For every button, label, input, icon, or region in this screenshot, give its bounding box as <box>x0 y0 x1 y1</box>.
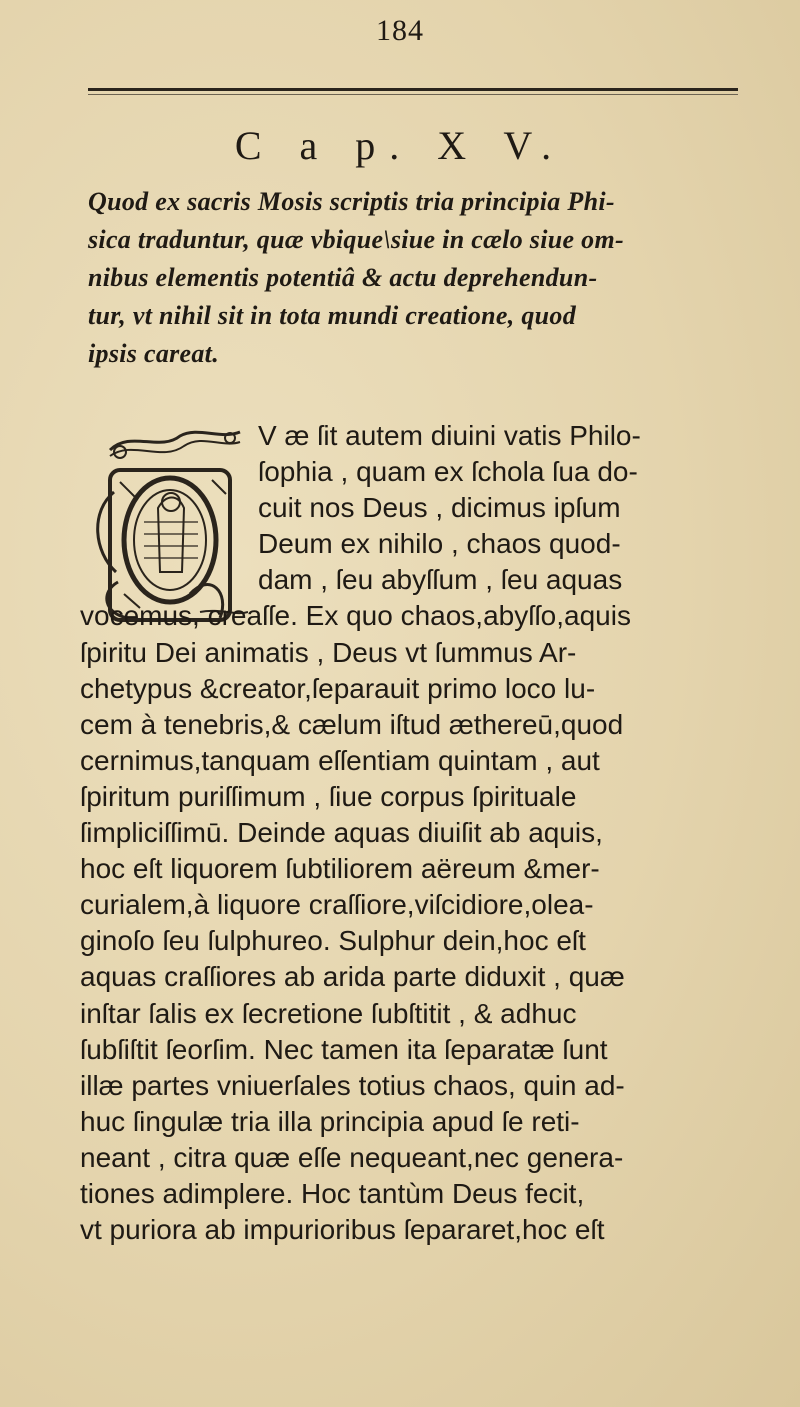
text-line: ſpiritu Dei animatis , Deus vt ſummus Ar- <box>80 636 577 668</box>
text-line: cernimus,tanquam eſſentiam quintam , aut <box>80 744 600 776</box>
text-line: ſubſiſtit ſeorſim. Nec tamen ita ſeparatæ ſunt <box>80 1033 608 1065</box>
text-line: cuit nos Deus , dicimus ipſum <box>258 492 621 524</box>
text-line: ſophia , quam ex ſchola ſua do- <box>258 456 638 488</box>
page-number: 184 <box>376 14 424 47</box>
text-line: hoc eſt liquorem ſubtiliorem aëreum &mer- <box>80 853 600 885</box>
text-line: ginoſo ſeu ſulphureo. Sulphur dein,hoc eſt <box>80 925 586 957</box>
summary-line: nibus elementis potentiâ & actu deprehendun- <box>88 263 598 292</box>
chapter-summary <box>88 183 768 373</box>
header-rule <box>88 88 738 91</box>
text-line: illæ partes vniuerſales totius chaos, quin ad- <box>80 1069 625 1101</box>
text-line: neant , citra quæ eſſe nequeant,nec genera- <box>80 1141 624 1173</box>
text-line: vocemus, creaſſe. Ex quo chaos,abyſſo,aquis <box>80 600 631 632</box>
text-line: ſpiritum puriſſimum , ſiue corpus ſpirituale <box>80 780 577 812</box>
summary-line: ipsis careat. <box>88 339 220 368</box>
text-line: tiones adimplere. Hoc tantùm Deus fecit, <box>80 1177 585 1209</box>
text-line: vt puriora ab impurioribus ſepararet,hoc eſt <box>80 1214 605 1246</box>
text-line: chetypus &creator,ſeparauit primo loco lu- <box>80 672 596 704</box>
text-line: aquas craſſiores ab arida parte diduxit , quæ <box>80 961 625 993</box>
text-line: huc ſingulæ tria illa principia apud ſe reti- <box>80 1105 580 1137</box>
body-text <box>80 418 780 1248</box>
text-line: cem à tenebris,& cælum iſtud æthereū,quod <box>80 708 624 740</box>
header-rule-thin <box>88 94 738 95</box>
summary-line: Quod ex sacris Mosis scriptis tria principia Phi- <box>88 187 615 216</box>
text-line: dam , ſeu abyſſum , ſeu aquas <box>258 564 623 596</box>
text-line: curialem,à liquore craſſiore,viſcidiore,olea- <box>80 889 594 921</box>
text-line: inſtar ſalis ex ſecretione ſubſtitit , & adhuc <box>80 997 577 1029</box>
text-line: V æ ſit autem diuini vatis Philo- <box>258 420 641 451</box>
summary-line: sica traduntur, quæ vbique\siue in cælo siue om- <box>88 225 624 254</box>
text-line: Deum ex nihilo , chaos quod- <box>258 528 621 560</box>
text-line: ſimpliciſſimū. Deinde aquas diuiſit ab aquis, <box>80 817 603 849</box>
chapter-heading: C a p. X V. <box>234 123 566 168</box>
summary-line: tur, vt nihil sit in tota mundi creatione, quod <box>88 301 576 330</box>
